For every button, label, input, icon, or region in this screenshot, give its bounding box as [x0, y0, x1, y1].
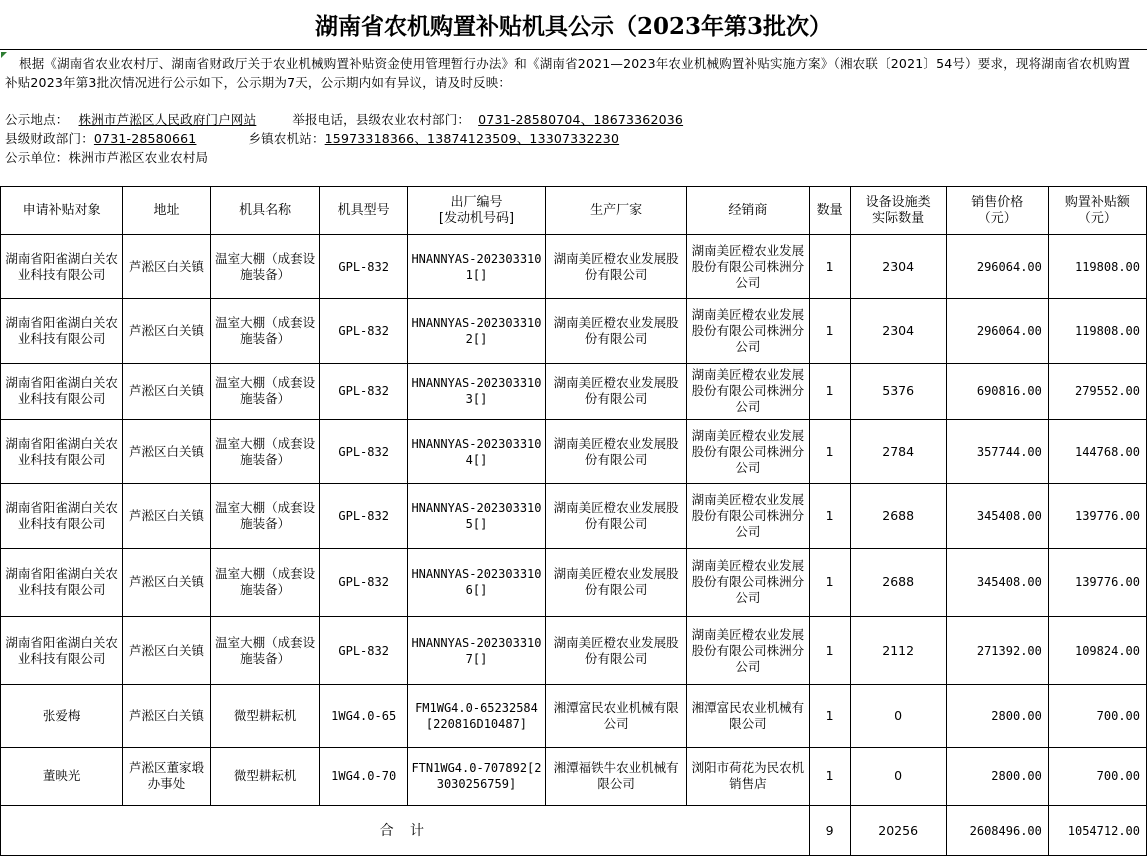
- cell-machine: 温室大棚（成套设施装备）: [210, 548, 320, 616]
- cell-price: 2800.00: [946, 747, 1048, 805]
- cell-address: 芦淞区白关镇: [123, 548, 211, 616]
- cell-address: 芦淞区白关镇: [123, 299, 211, 363]
- cell-dealer: 湖南美匠橙农业发展股份有限公司株洲分公司: [687, 235, 809, 299]
- header-machine: 机具名称: [210, 187, 320, 235]
- header-serial: [407, 187, 545, 235]
- cell-subsidy: 279552.00: [1048, 363, 1146, 419]
- cell-qty: 1: [809, 363, 850, 419]
- cell-applicant: 湖南省阳雀湖白关农业科技有限公司: [1, 363, 123, 419]
- cell-serial: FM1WG4.0-65232584[220816D10487]: [407, 685, 545, 747]
- county-phone-label: 举报电话，县级农业农村部门：: [292, 112, 471, 127]
- cell-subsidy: 139776.00: [1048, 484, 1146, 548]
- header-price-line1: 销售价格: [971, 194, 1024, 210]
- cell-maker: 湖南美匠橙农业发展股份有限公司: [546, 548, 687, 616]
- cell-address: 芦淞区白关镇: [123, 685, 211, 747]
- cell-applicant: 湖南省阳雀湖白关农业科技有限公司: [1, 616, 123, 684]
- cell-dealer: 湖南美匠橙农业发展股份有限公司株洲分公司: [687, 419, 809, 483]
- cell-price: 296064.00: [946, 299, 1048, 363]
- cell-model: GPL-832: [320, 419, 408, 483]
- cell-serial: FTN1WG4.0-707892[23030256759]: [407, 747, 545, 805]
- cell-serial: HNANNYAS-2023033105[]: [407, 484, 545, 548]
- cell-machine: 温室大棚（成套设施装备）: [210, 419, 320, 483]
- cell-dealer: 湖南美匠橙农业发展股份有限公司株洲分公司: [687, 363, 809, 419]
- header-subsidy-line2: （元）: [1077, 210, 1117, 226]
- unit-value: 株洲市芦淞区农业农村局: [68, 150, 209, 165]
- cell-dealer: 湖南美匠橙农业发展股份有限公司株洲分公司: [687, 548, 809, 616]
- table-row: [1, 616, 1147, 684]
- cell-address: 芦淞区白关镇: [123, 419, 211, 483]
- cell-serial: HNANNYAS-2023033103[]: [407, 363, 545, 419]
- total-facility: 20256: [850, 806, 946, 856]
- intro-paragraph: 根据《湖南省农业农村厅、湖南省财政厅关于农业机械购置补贴资金使用管理暂行办法》和《湖南省2021—2023年农业机械购置补贴实施方案》（湘农联〔2021〕54号）要求，现将湖南省农机购置补贴2023年第3批次情况进行公示如下，公示期为7天，公示期内如有异议，请及时反映：: [5, 56, 1131, 90]
- cell-address: 芦淞区白关镇: [123, 363, 211, 419]
- cell-facility: 2688: [850, 548, 946, 616]
- cell-serial: HNANNYAS-2023033101[]: [407, 235, 545, 299]
- cell-model: GPL-832: [320, 616, 408, 684]
- cell-dealer: 浏阳市荷花为民农机销售店: [687, 747, 809, 805]
- cell-qty: 1: [809, 616, 850, 684]
- cell-facility: 2304: [850, 299, 946, 363]
- cell-machine: 微型耕耘机: [210, 747, 320, 805]
- cell-address: 芦淞区白关镇: [123, 235, 211, 299]
- header-dealer: 经销商: [687, 187, 809, 235]
- cell-dealer: 湖南美匠橙农业发展股份有限公司株洲分公司: [687, 484, 809, 548]
- cell-machine: 温室大棚（成套设施装备）: [210, 363, 320, 419]
- cell-machine: 温室大棚（成套设施装备）: [210, 616, 320, 684]
- cell-applicant: 湖南省阳雀湖白关农业科技有限公司: [1, 548, 123, 616]
- cell-price: 345408.00: [946, 484, 1048, 548]
- table-row: [1, 419, 1147, 483]
- cell-subsidy: 109824.00: [1048, 616, 1146, 684]
- cell-facility: 5376: [850, 363, 946, 419]
- cell-model: GPL-832: [320, 235, 408, 299]
- info-line-location: [5, 111, 683, 128]
- town-value: 15973318366、13874123509、13307332230: [324, 131, 620, 146]
- cell-facility: 0: [850, 685, 946, 747]
- info-line-unit: [5, 149, 208, 166]
- cell-applicant: 湖南省阳雀湖白关农业科技有限公司: [1, 299, 123, 363]
- cell-model: 1WG4.0-65: [320, 685, 408, 747]
- table-header-row: [1, 187, 1147, 235]
- cell-dealer: 湖南美匠橙农业发展股份有限公司株洲分公司: [687, 616, 809, 684]
- header-price: [946, 187, 1048, 235]
- cell-dealer: 湖南美匠橙农业发展股份有限公司株洲分公司: [687, 299, 809, 363]
- county-phone-value: 0731-28580704、18673362036: [478, 112, 684, 127]
- page-title: 湖南省农机购置补贴机具公示（2023年第3批次）: [0, 0, 1147, 50]
- cell-maker: 湖南美匠橙农业发展股份有限公司: [546, 419, 687, 483]
- cell-serial: HNANNYAS-2023033104[]: [407, 419, 545, 483]
- cell-maker: 湖南美匠橙农业发展股份有限公司: [546, 299, 687, 363]
- cell-facility: 2304: [850, 235, 946, 299]
- location-label: 公示地点：: [5, 112, 69, 127]
- cell-price: 345408.00: [946, 548, 1048, 616]
- header-subsidy-line1: 购置补贴额: [1064, 194, 1130, 210]
- cell-subsidy: 119808.00: [1048, 235, 1146, 299]
- cell-qty: 1: [809, 299, 850, 363]
- cell-serial: HNANNYAS-2023033107[]: [407, 616, 545, 684]
- table-row: [1, 299, 1147, 363]
- cell-maker: 湖南美匠橙农业发展股份有限公司: [546, 363, 687, 419]
- location-value: 株洲市芦淞区人民政府门户网站: [78, 112, 257, 127]
- cell-qty: 1: [809, 747, 850, 805]
- header-qty: 数量: [809, 187, 850, 235]
- header-facility-line2: 实际数量: [872, 210, 925, 226]
- cell-price: 357744.00: [946, 419, 1048, 483]
- cell-maker: 湘潭福铁牛农业机械有限公司: [546, 747, 687, 805]
- table-row: [1, 235, 1147, 299]
- cell-applicant: 湖南省阳雀湖白关农业科技有限公司: [1, 235, 123, 299]
- total-subsidy: 1054712.00: [1048, 806, 1146, 856]
- table-row: [1, 548, 1147, 616]
- cell-machine: 微型耕耘机: [210, 685, 320, 747]
- cell-machine: 温室大棚（成套设施装备）: [210, 484, 320, 548]
- cell-qty: 1: [809, 419, 850, 483]
- table-row: [1, 685, 1147, 747]
- table-row: [1, 747, 1147, 805]
- cell-address: 芦淞区董家塅办事处: [123, 747, 211, 805]
- cell-qty: 1: [809, 484, 850, 548]
- unit-label: 公示单位：: [5, 150, 69, 165]
- header-serial-line2: [发动机号码]: [438, 210, 515, 226]
- cell-model: 1WG4.0-70: [320, 747, 408, 805]
- cell-applicant: 张爱梅: [1, 685, 123, 747]
- cell-subsidy: 119808.00: [1048, 299, 1146, 363]
- header-facility: [850, 187, 946, 235]
- header-facility-line1: 设备设施类: [865, 194, 931, 210]
- header-applicant: 申请补贴对象: [1, 187, 123, 235]
- cell-qty: 1: [809, 548, 850, 616]
- header-serial-line1: 出厂编号: [450, 194, 503, 210]
- cell-facility: 2784: [850, 419, 946, 483]
- cell-subsidy: 144768.00: [1048, 419, 1146, 483]
- cell-model: GPL-832: [320, 363, 408, 419]
- cell-subsidy: 139776.00: [1048, 548, 1146, 616]
- header-maker: 生产厂家: [546, 187, 687, 235]
- header-model: 机具型号: [320, 187, 408, 235]
- cell-maker: 湘潭富民农业机械有限公司: [546, 685, 687, 747]
- table-row: [1, 484, 1147, 548]
- cell-facility: 2688: [850, 484, 946, 548]
- cell-subsidy: 700.00: [1048, 747, 1146, 805]
- cell-price: 690816.00: [946, 363, 1048, 419]
- cell-maker: 湖南美匠橙农业发展股份有限公司: [546, 616, 687, 684]
- total-row: [1, 806, 1147, 856]
- table-body: [1, 235, 1147, 806]
- cell-machine: 温室大棚（成套设施装备）: [210, 299, 320, 363]
- cell-maker: 湖南美匠橙农业发展股份有限公司: [546, 484, 687, 548]
- cell-model: GPL-832: [320, 299, 408, 363]
- cell-price: 271392.00: [946, 616, 1048, 684]
- cell-dealer: 湘潭富民农业机械有限公司: [687, 685, 809, 747]
- total-label: 合 计: [1, 806, 810, 856]
- cell-maker: 湖南美匠橙农业发展股份有限公司: [546, 235, 687, 299]
- cell-price: 296064.00: [946, 235, 1048, 299]
- cell-facility: 2112: [850, 616, 946, 684]
- cell-facility: 0: [850, 747, 946, 805]
- subsidy-table: [0, 186, 1147, 856]
- cell-serial: HNANNYAS-2023033106[]: [407, 548, 545, 616]
- cell-applicant: 湖南省阳雀湖白关农业科技有限公司: [1, 419, 123, 483]
- cell-applicant: 湖南省阳雀湖白关农业科技有限公司: [1, 484, 123, 548]
- cell-qty: 1: [809, 235, 850, 299]
- cell-applicant: 董映光: [1, 747, 123, 805]
- finance-label: 县级财政部门：: [5, 131, 94, 146]
- header-price-line2: （元）: [977, 210, 1017, 226]
- cell-price: 2800.00: [946, 685, 1048, 747]
- total-qty: 9: [809, 806, 850, 856]
- table-row: [1, 363, 1147, 419]
- cell-model: GPL-832: [320, 548, 408, 616]
- cell-model: GPL-832: [320, 484, 408, 548]
- cell-qty: 1: [809, 685, 850, 747]
- cell-address: 芦淞区白关镇: [123, 616, 211, 684]
- town-label: 乡镇农机站：: [248, 131, 325, 146]
- cell-serial: HNANNYAS-2023033102[]: [407, 299, 545, 363]
- finance-value: 0731-28580661: [93, 131, 197, 146]
- info-line-finance: [5, 130, 619, 147]
- cell-machine: 温室大棚（成套设施装备）: [210, 235, 320, 299]
- cell-subsidy: 700.00: [1048, 685, 1146, 747]
- header-address: 地址: [123, 187, 211, 235]
- total-price: 2608496.00: [946, 806, 1048, 856]
- header-subsidy: [1048, 187, 1146, 235]
- cell-address: 芦淞区白关镇: [123, 484, 211, 548]
